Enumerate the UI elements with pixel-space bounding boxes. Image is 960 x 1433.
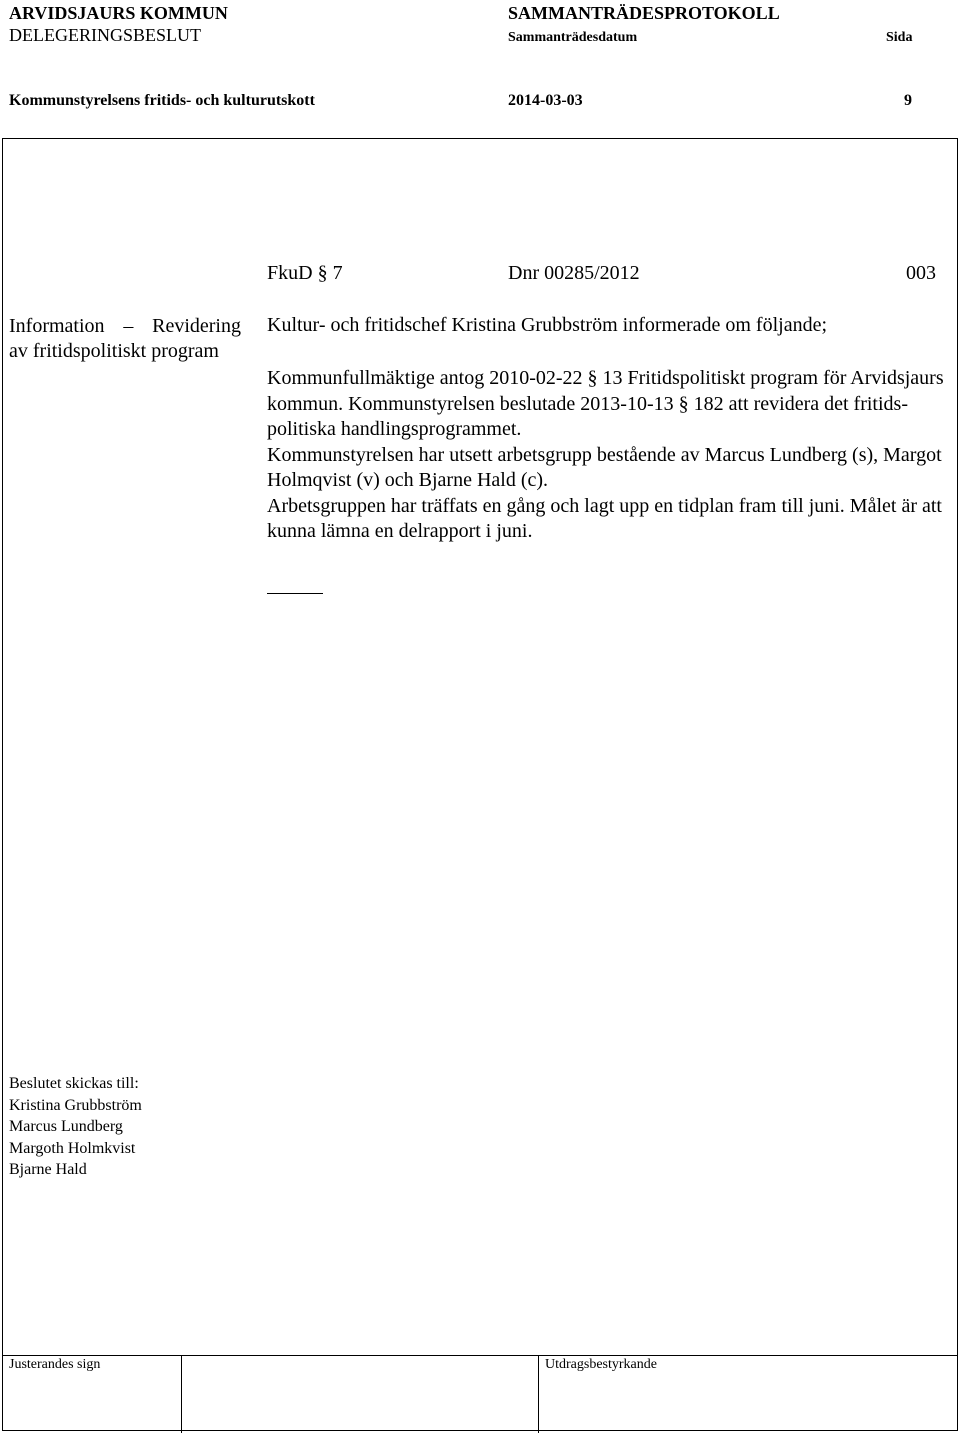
- section-intro: Kultur- och fritidschef Kristina Grubbström informerade om följande;: [267, 314, 827, 336]
- body-paragraph: Kommunstyrelsen har utsett arbetsgrupp bestående av Marcus Lundberg (s), Margot Holmqvist (v) och Bjarne Hald (c).: [267, 443, 942, 491]
- distribution-label: Beslutet skickas till:: [9, 1075, 139, 1092]
- footer-column-divider: [181, 1355, 182, 1433]
- signature-label: Justerandes sign: [9, 1357, 101, 1372]
- meeting-date-label: Sammanträdesdatum: [508, 30, 638, 45]
- end-rule: [267, 593, 323, 594]
- organization-name: ARVIDSJAURS KOMMUN: [9, 3, 228, 23]
- protocol-title: SAMMANTRÄDESPROTOKOLL: [508, 3, 780, 23]
- page-label: Sida: [886, 30, 913, 45]
- committee-name: Kommunstyrelsens fritids- och kulturutskott: [9, 92, 315, 109]
- footer-divider: [2, 1355, 958, 1356]
- recipient: Bjarne Hald: [9, 1161, 87, 1178]
- section-body: [267, 366, 953, 545]
- page-number: 9: [904, 92, 912, 109]
- body-paragraph: Kommunfullmäktige antog 2010-02-22 § 13 Fritidspolitiskt program för Arvidsjaurs kommun. Kommunstyrelsen beslutade 2013-10-13 § 182 att revidera det fritids-politiska handlingsprogrammet.: [267, 367, 944, 440]
- diary-number: Dnr 00285/2012: [508, 262, 640, 284]
- recipient: Marcus Lundberg: [9, 1118, 123, 1135]
- section-heading-line-2: av fritidspolitiskt program: [9, 340, 219, 362]
- section-heading-word-1: Information: [9, 315, 105, 337]
- footer-column-divider: [538, 1355, 539, 1433]
- distribution-list: [9, 1073, 142, 1181]
- meeting-date: 2014-03-03: [508, 92, 583, 109]
- recipient: Kristina Grubbström: [9, 1096, 142, 1114]
- recipient: Margoth Holmkvist: [9, 1139, 136, 1157]
- section-heading: [9, 314, 241, 364]
- section-heading-dash: –: [123, 315, 134, 337]
- extract-certification-label: Utdragsbestyrkande: [545, 1357, 657, 1372]
- section-heading-word-2: Revidering: [152, 315, 241, 337]
- body-paragraph: Arbetsgruppen har träffats en gång och lagt upp en tidplan fram till juni. Målet är att kunna lämna en delrapport i juni.: [267, 494, 942, 542]
- document-type: DELEGERINGSBESLUT: [9, 25, 201, 45]
- case-code: 003: [906, 262, 936, 284]
- paragraph-number: FkuD § 7: [267, 262, 343, 284]
